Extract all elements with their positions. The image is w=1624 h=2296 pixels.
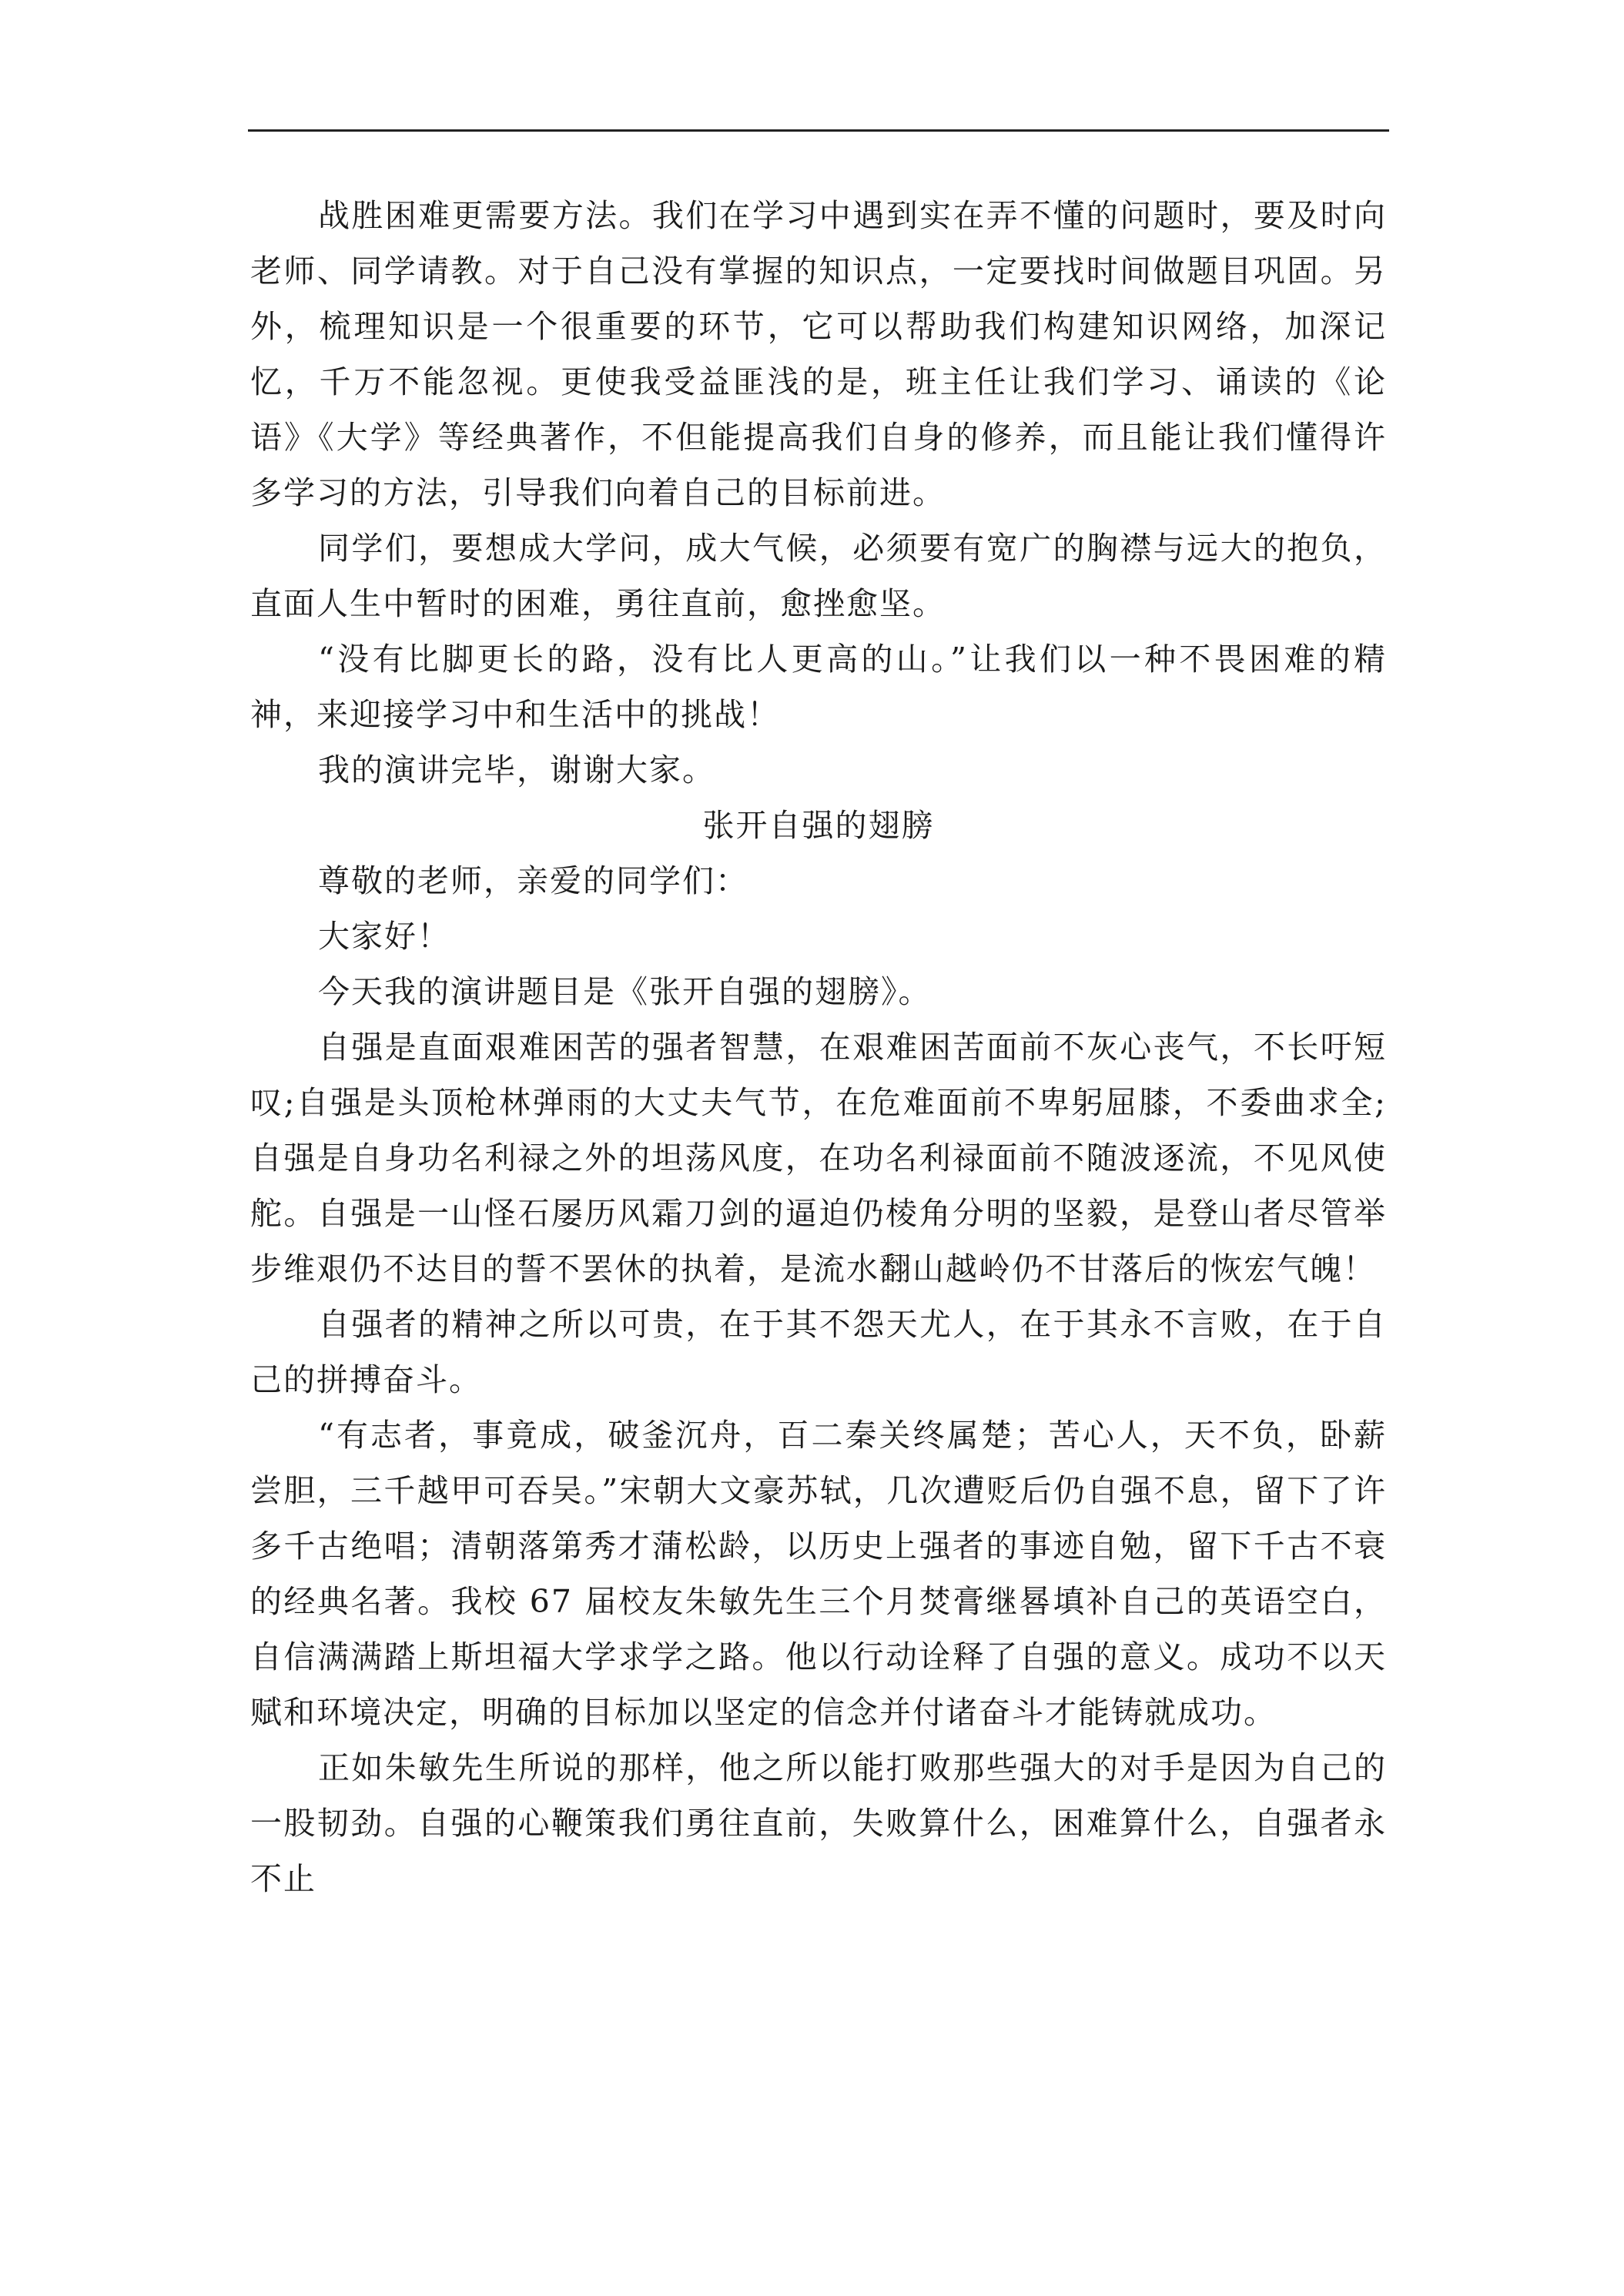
paragraph: “没有比脚更长的路，没有比人更高的山。”让我们以一种不畏困难的精神，来迎接学习中和生活中的挑战！ xyxy=(250,641,1387,733)
paragraph: 战胜困难更需要方法。我们在学习中遇到实在弄不懂的问题时，要及时向老师、同学请教。对于自己没有掌握的知识点，一定要找时间做题目巩固。另外，梳理知识是一个很重要的环节，它可以帮助我们构建知识网络，加深记忆，千万不能忽视。更使我受益匪浅的是，班主任让我们学习、诵读的《论语》《大学》等经典著作，不但能提高我们自身的修养，而且能让我们懂得许多学习的方法，引导我们向着自己的目标前进。 xyxy=(250,197,1387,511)
paragraph: 自强是直面艰难困苦的强者智慧，在艰难困苦面前不灰心丧气，不长吁短叹;自强是头顶枪林弹雨的大丈夫气节，在危难面前不卑躬屈膝，不委曲求全;自强是自身功名利禄之外的坦荡风度，在功名利禄面前不随波逐流，不见风使舵。自强是一山怪石屡历风霜刀剑的逼迫仍棱角分明的坚毅，是登山者尽管举步维艰仍不达目的誓不罢休的执着，是流水翻山越岭仍不甘落后的恢宏气魄！ xyxy=(250,1029,1387,1287)
header-rule xyxy=(248,129,1389,132)
salutation: 尊敬的老师，亲爱的同学们： xyxy=(318,862,748,899)
paragraph: 同学们，要想成大学问，成大气候，必须要有宽广的胸襟与远大的抱负，直面人生中暂时的困难，勇往直前，愈挫愈坚。 xyxy=(250,530,1387,622)
paragraph: 今天我的演讲题目是《张开自强的翅膀》。 xyxy=(318,973,932,1010)
greeting: 大家好！ xyxy=(318,918,450,955)
paragraph: 正如朱敏先生所说的那样，他之所以能打败那些强大的对手是因为自己的一股韧劲。自强的心鞭策我们勇往直前，失败算什么，困难算什么，自强者永不止 xyxy=(250,1749,1387,1897)
paragraph: “有志者，事竟成，破釜沉舟，百二秦关终属楚；苦心人，天不负，卧薪尝胆，三千越甲可吞吴。”宋朝大文豪苏轼，几次遭贬后仍自强不息，留下了许多千古绝唱；清朝落第秀才蒲松龄，以历史上强者的事迹自勉，留下千古不衰的经典名著。我校 67 届校友朱敏先生三个月焚膏继晷填补自己的英语空白，自信满满踏上斯坦福大学求学之路。他以行动诠释了自强的意义。成功不以天赋和环境决定，明确的目标加以坚定的信念并付诸奋斗才能铸就成功。 xyxy=(250,1417,1387,1731)
speech-title: 张开自强的翅膀 xyxy=(702,807,935,844)
paragraph: 自强者的精神之所以可贵，在于其不怨天尤人，在于其永不言败，在于自己的拼搏奋斗。 xyxy=(250,1306,1387,1398)
document-body xyxy=(250,188,1387,1906)
paragraph: 我的演讲完毕，谢谢大家。 xyxy=(318,751,715,788)
